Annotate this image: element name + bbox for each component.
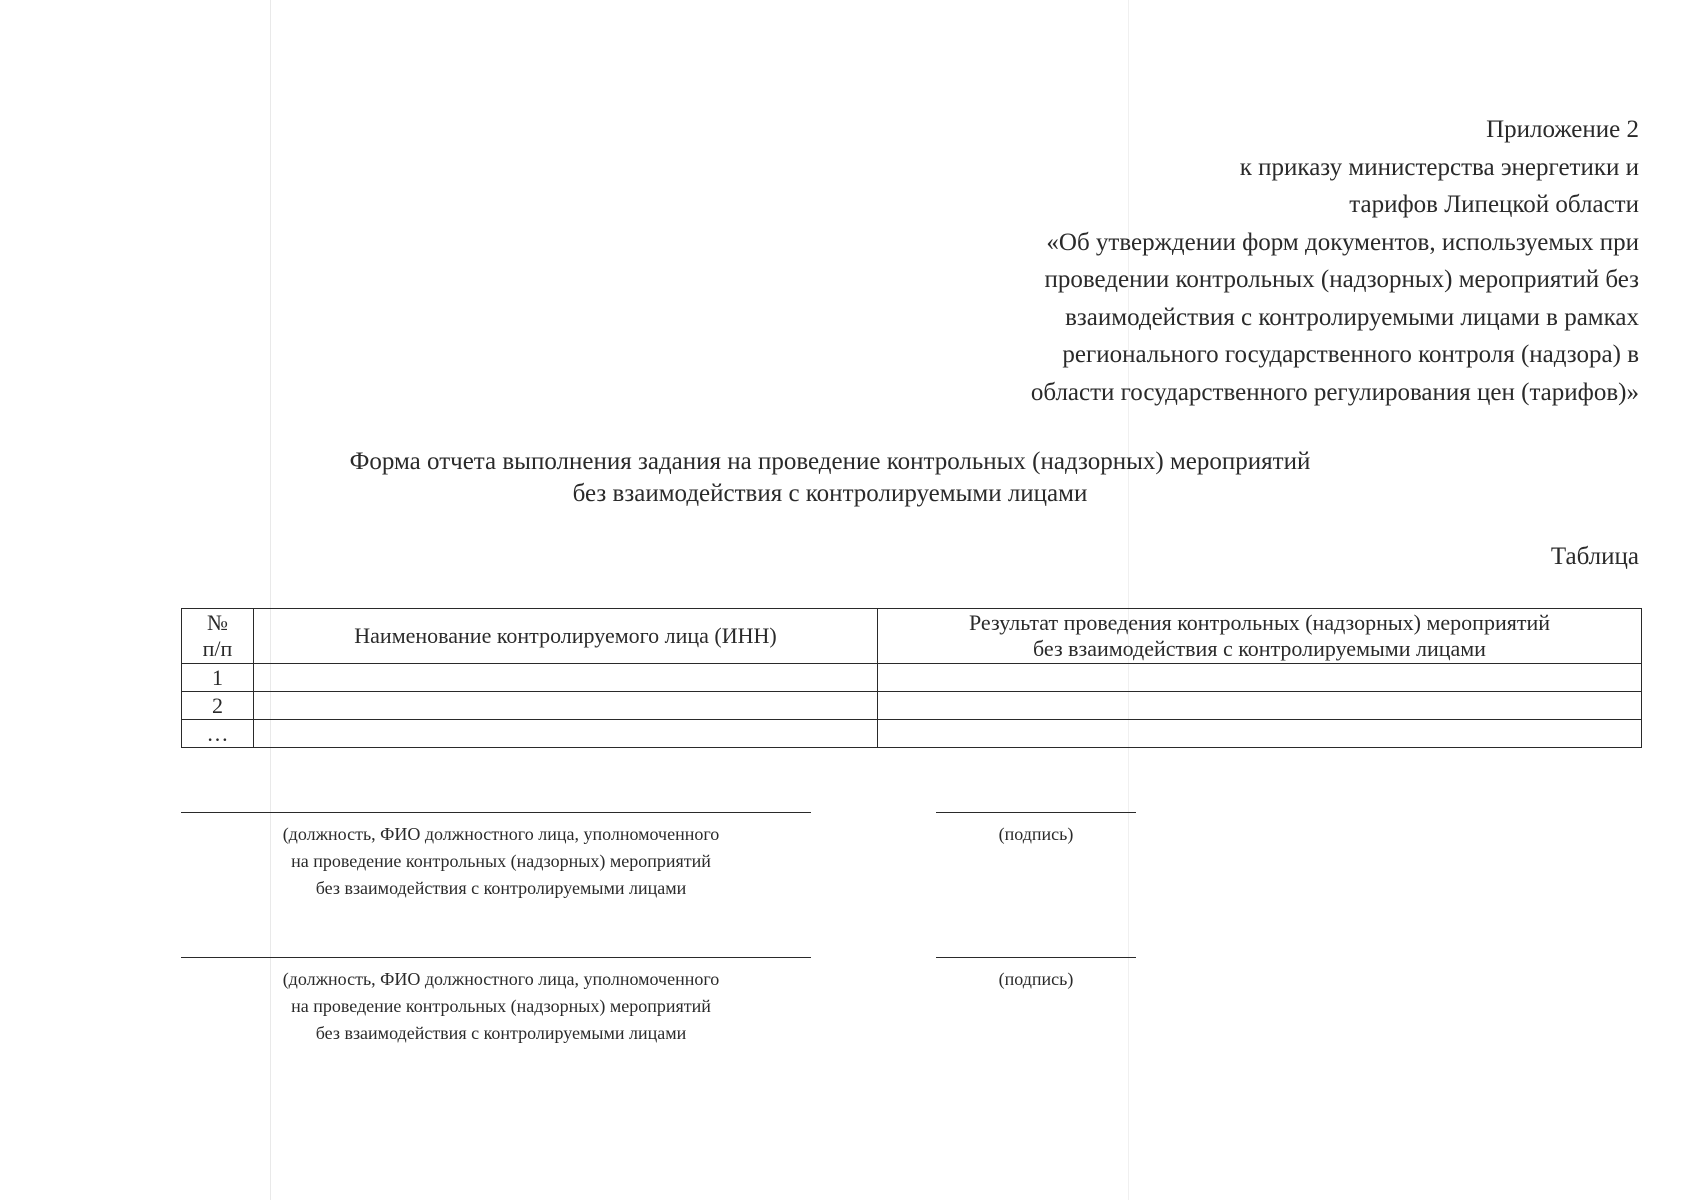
appendix-line: «Об утверждении форм документов, используемых при (1046, 228, 1639, 256)
appendix-line: взаимодействия с контролируемыми лицами в рамках (1065, 303, 1639, 331)
official-line[interactable] (181, 812, 811, 813)
table-row (182, 692, 1642, 720)
official-caption-line: без взаимодействия с контролируемыми лицами (315, 1023, 687, 1043)
row-name-cell[interactable] (254, 692, 878, 720)
appendix-line: области государственного регулирования цен (тарифов)» (1030, 378, 1639, 406)
appendix-line: к приказу министерства энергетики и (1239, 153, 1639, 181)
table-label: Таблица (1550, 543, 1639, 570)
row-result-cell[interactable] (878, 720, 1642, 748)
report-table (181, 608, 1642, 748)
row-number: … (182, 720, 254, 748)
table-row (182, 664, 1642, 692)
header-number-line: № (207, 610, 228, 635)
official-caption-line: (должность, ФИО должностного лица, уполномоченного (282, 969, 720, 989)
appendix-line: регионального государственного контроля (надзора) в (1062, 341, 1639, 368)
header-name: Наименование контролируемого лица (ИНН) (254, 609, 878, 664)
appendix-header (879, 111, 1639, 411)
table-header-row (182, 609, 1642, 664)
official-caption (181, 966, 821, 1047)
row-name-cell[interactable] (254, 720, 878, 748)
signature-line[interactable] (936, 812, 1136, 813)
appendix-line: тарифов Липецкой области (1349, 191, 1639, 218)
signature-caption: (подпись) (998, 824, 1074, 844)
row-number: 2 (182, 692, 254, 720)
row-number: 1 (182, 664, 254, 692)
form-title-line: Форма отчета выполнения задания на проведение контрольных (надзорных) мероприятий (349, 448, 1311, 475)
form-title (300, 446, 1360, 510)
row-result-cell[interactable] (878, 664, 1642, 692)
official-caption (181, 821, 821, 902)
row-result-cell[interactable] (878, 692, 1642, 720)
appendix-line: Приложение 2 (1486, 116, 1639, 143)
header-result-line: Результат проведения контрольных (надзорных) мероприятий (968, 610, 1551, 635)
header-result-line: без взаимодействия с контролируемыми лицами (1033, 636, 1486, 661)
header-number (182, 609, 254, 664)
form-title-line: без взаимодействия с контролируемыми лицами (572, 480, 1088, 507)
row-name-cell[interactable] (254, 664, 878, 692)
official-caption-line: на проведение контрольных (надзорных) мероприятий (291, 851, 711, 871)
official-line[interactable] (181, 957, 811, 958)
header-number-line: п/п (202, 636, 233, 661)
appendix-line: проведении контрольных (надзорных) мероприятий без (1044, 266, 1639, 293)
table-row (182, 720, 1642, 748)
signature-caption: (подпись) (998, 969, 1074, 989)
official-caption-line: (должность, ФИО должностного лица, уполномоченного (282, 824, 720, 844)
signature-line[interactable] (936, 957, 1136, 958)
header-result (878, 609, 1642, 664)
official-caption-line: без взаимодействия с контролируемыми лицами (315, 878, 687, 898)
official-caption-line: на проведение контрольных (надзорных) мероприятий (291, 996, 711, 1016)
